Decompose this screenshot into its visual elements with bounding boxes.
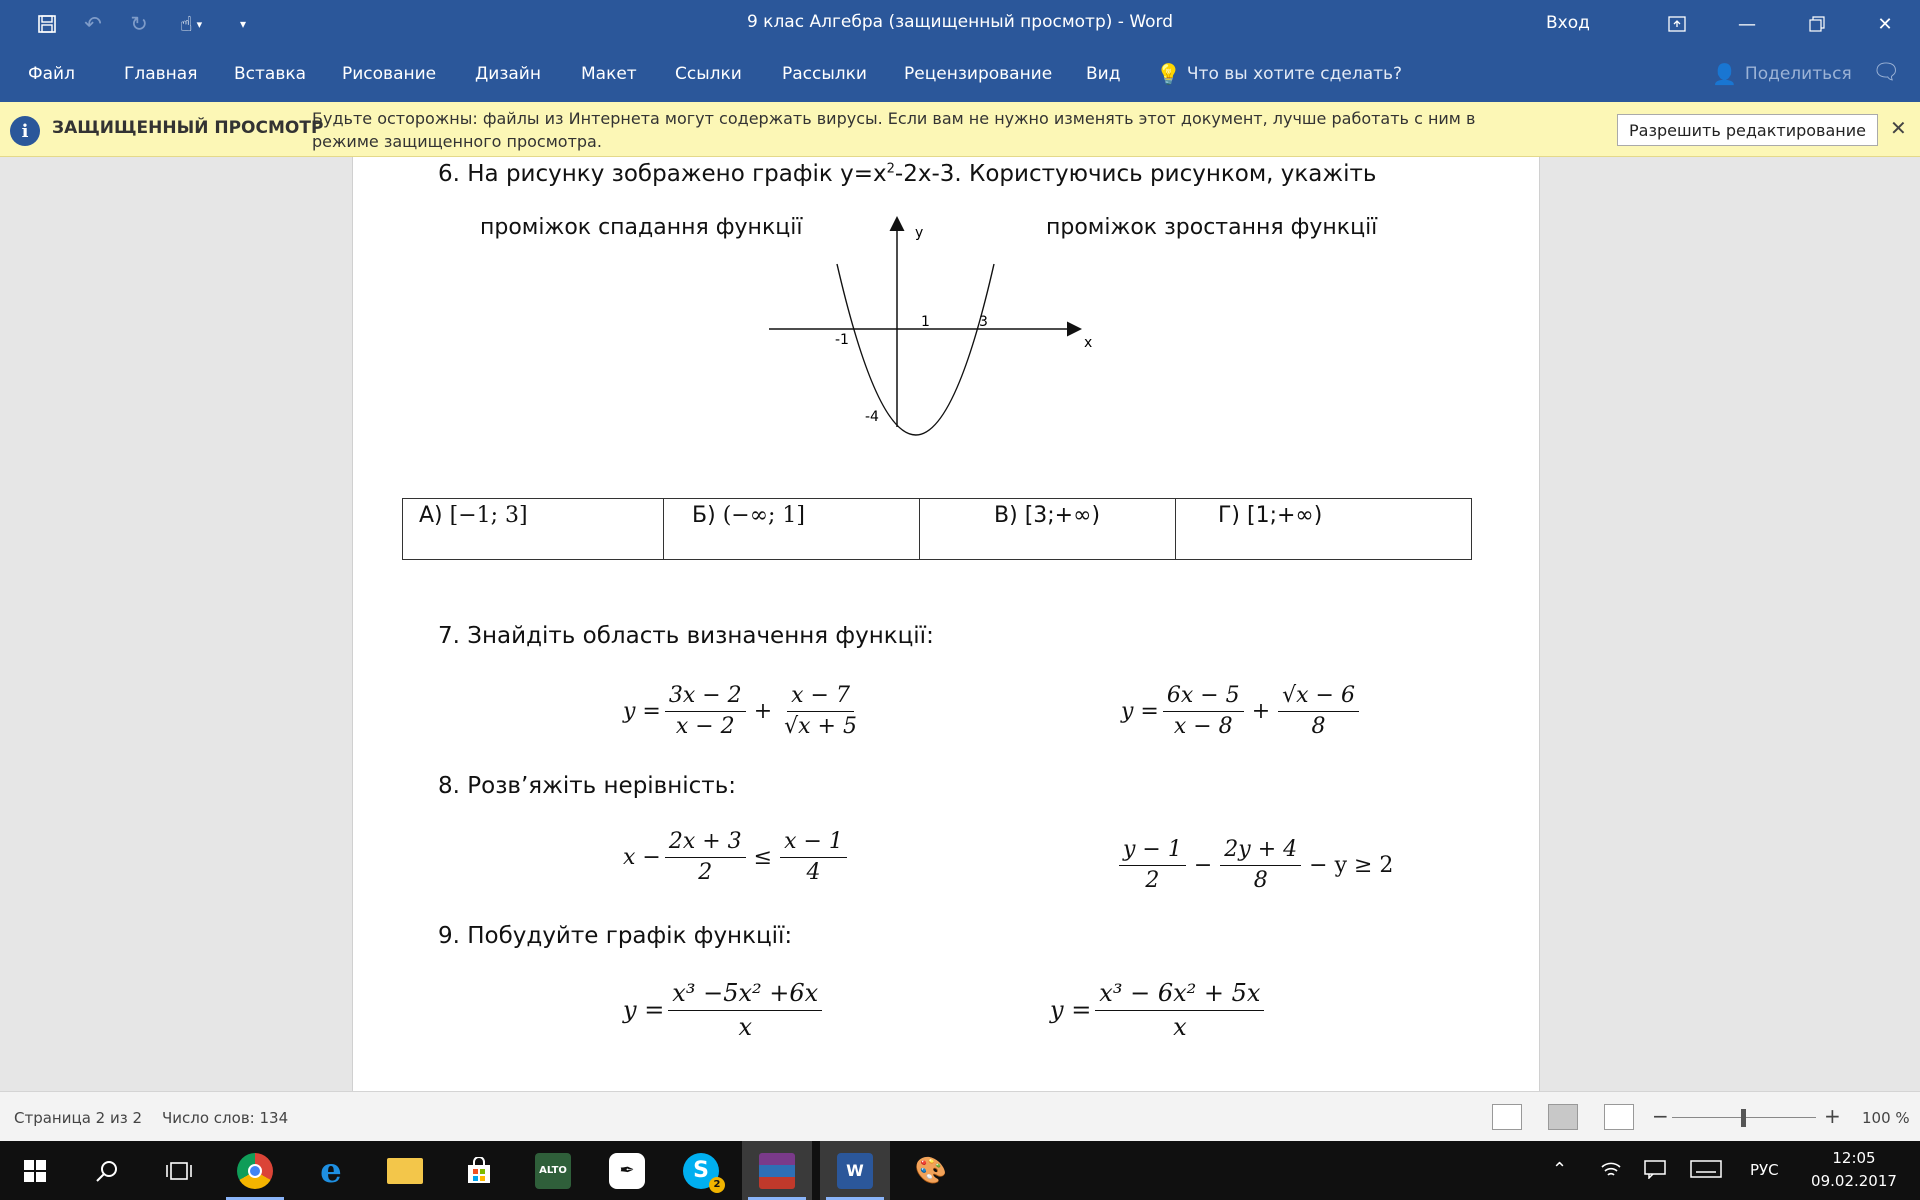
numerator: x − 1: [780, 829, 847, 858]
store-icon[interactable]: [444, 1141, 514, 1200]
word-count[interactable]: Число слов: 134: [162, 1109, 289, 1127]
tab-insert[interactable]: Вставка: [234, 64, 307, 84]
operator: +: [753, 698, 773, 724]
tell-me-search[interactable]: [1156, 62, 1402, 86]
operator: ≤: [753, 844, 773, 870]
tick-1: 1: [921, 314, 930, 330]
y-axis-label: y: [915, 225, 924, 241]
denominator: x − 2: [675, 714, 735, 739]
protected-view-title: ЗАЩИЩЕННЫЙ ПРОСМОТР: [52, 118, 324, 138]
operator: +: [1251, 698, 1271, 724]
fraction: [1220, 837, 1301, 893]
pen-app-icon[interactable]: ✒: [592, 1141, 662, 1200]
fraction: [780, 829, 847, 885]
numerator: 3x − 2: [665, 683, 746, 712]
fraction: [1278, 683, 1359, 739]
status-bar: [0, 1091, 1920, 1141]
formula-8b: [1115, 837, 1397, 893]
fraction: [665, 829, 746, 885]
protected-view-bar: [0, 102, 1920, 157]
restore-icon[interactable]: [1782, 0, 1852, 48]
minimize-icon[interactable]: —: [1738, 13, 1756, 35]
tab-view[interactable]: Вид: [1086, 64, 1121, 84]
tab-draw[interactable]: Рисование: [342, 64, 437, 84]
numerator: x³ −5x² +6x: [668, 979, 822, 1011]
clock-time: 12:05: [1832, 1149, 1876, 1167]
windows-start-icon[interactable]: [0, 1141, 70, 1200]
fraction: [780, 683, 861, 739]
numerator: x − 7: [787, 683, 854, 712]
winrar-icon[interactable]: [742, 1141, 812, 1200]
caption-increasing: проміжок зростання функції: [1046, 215, 1378, 240]
option-b[interactable]: [664, 499, 920, 560]
search-icon[interactable]: [72, 1141, 142, 1200]
option-b-letter: Б): [692, 503, 716, 528]
formula-8a-lhs: x −: [623, 844, 661, 870]
comment-icon[interactable]: 🗨: [1872, 60, 1900, 85]
close-icon[interactable]: ✕: [1877, 13, 1893, 35]
formula-9a-lhs: y =: [623, 996, 665, 1024]
clock-date: 09.02.2017: [1811, 1172, 1897, 1190]
document-area[interactable]: [0, 157, 1920, 1091]
caption-decreasing: проміжок спадання функції: [480, 215, 803, 240]
denominator: x: [738, 1013, 752, 1041]
tick-minus-4: -4: [865, 409, 879, 425]
question-6: [438, 161, 1376, 187]
window-title: 9 клас Алгебра (защищенный просмотр) - Word: [746, 12, 1174, 32]
paint-icon[interactable]: 🎨: [914, 1155, 948, 1186]
parabola-graph: [759, 207, 1099, 457]
tab-references[interactable]: Ссылки: [675, 64, 742, 84]
clock[interactable]: [1792, 1147, 1916, 1193]
skype-icon[interactable]: S 2: [666, 1141, 736, 1200]
action-center-icon[interactable]: [1644, 1159, 1666, 1184]
numerator: y − 1: [1119, 837, 1186, 866]
denominator: x: [1173, 1013, 1187, 1041]
formula-7b-lhs: y =: [1121, 698, 1159, 724]
tab-file[interactable]: Файл: [28, 64, 75, 84]
undo-icon[interactable]: ↶: [84, 12, 102, 36]
formula-7a-lhs: y =: [623, 698, 661, 724]
denominator: √x + 5: [784, 714, 857, 739]
tab-design[interactable]: Дизайн: [475, 64, 541, 84]
numerator: 2x + 3: [665, 829, 746, 858]
task-view-icon[interactable]: [144, 1141, 214, 1200]
word-icon[interactable]: W: [820, 1141, 890, 1200]
ribbon-tabs: [0, 48, 1920, 102]
lightbulb-icon: 💡: [1156, 62, 1181, 86]
question-8: 8. Розв’яжіть нерівність:: [438, 773, 737, 799]
taskbar: [0, 1141, 1920, 1200]
web-layout-icon[interactable]: [1604, 1104, 1634, 1130]
shield-icon: i: [10, 116, 40, 146]
option-c-letter: В): [994, 503, 1018, 528]
tick-3: 3: [979, 314, 988, 330]
answer-options-table: [402, 498, 1472, 560]
close-icon[interactable]: ✕: [1890, 116, 1907, 140]
question-6-exponent: 2: [886, 161, 895, 177]
option-b-value: (−∞; 1]: [722, 503, 806, 528]
parabola-curve: [837, 264, 994, 435]
numerator: 2y + 4: [1220, 837, 1301, 866]
zoom-level[interactable]: 100 %: [1862, 1109, 1910, 1127]
fraction: [1163, 683, 1244, 739]
tell-me-label: Что вы хотите сделать?: [1186, 64, 1403, 84]
numerator: √x − 6: [1278, 683, 1359, 712]
chevron-up-icon[interactable]: ⌃: [1552, 1159, 1568, 1180]
option-a[interactable]: [403, 499, 664, 560]
chrome-icon[interactable]: [220, 1141, 290, 1200]
chevron-down-icon: ▾: [196, 17, 203, 31]
formula-9b-lhs: y =: [1050, 996, 1092, 1024]
share-button[interactable]: [1712, 62, 1852, 86]
option-c-value: [3;+∞): [1024, 503, 1101, 528]
ribbon-display-options-icon[interactable]: [1642, 0, 1712, 48]
formula-7a: [623, 683, 865, 739]
fraction: [1095, 979, 1264, 1041]
denominator: 8: [1253, 868, 1268, 893]
zoom-out-button[interactable]: −: [1652, 1104, 1669, 1128]
question-6-text: 6. На рисунку зображено графік y=x: [438, 161, 887, 187]
operator: −: [1193, 852, 1213, 878]
option-d-value: [1;+∞): [1247, 503, 1323, 528]
wifi-icon[interactable]: [1600, 1159, 1622, 1184]
x-axis-label: x: [1084, 335, 1093, 351]
person-icon: 👤: [1712, 62, 1737, 86]
title-bar: [0, 0, 1920, 48]
tick-minus-1: -1: [835, 332, 849, 348]
read-mode-icon[interactable]: [1492, 1104, 1522, 1130]
fraction: [665, 683, 746, 739]
protected-view-message: Будьте осторожны: файлы из Интернета могут содержать вирусы. Если вам не нужно изменять этот документ, лучше работать с ним в режиме защищенного просмотра.: [312, 109, 1476, 151]
option-d-letter: Г): [1218, 503, 1240, 528]
fraction: [668, 979, 822, 1041]
print-layout-icon[interactable]: [1548, 1104, 1578, 1130]
tab-mailings[interactable]: Рассылки: [782, 64, 867, 84]
zoom-slider-thumb[interactable]: [1741, 1109, 1746, 1127]
input-language[interactable]: РУС: [1750, 1161, 1779, 1179]
formula-9b: [1050, 979, 1268, 1041]
touch-mode-icon[interactable]: ☝ ▾: [179, 12, 203, 36]
zoom-in-button[interactable]: +: [1824, 1104, 1841, 1128]
share-label: Поделиться: [1744, 64, 1852, 84]
tab-layout[interactable]: Макет: [581, 64, 637, 84]
document-page[interactable]: [352, 157, 1540, 1091]
signin-link[interactable]: Вход: [1546, 13, 1590, 33]
denominator: 8: [1311, 714, 1326, 739]
denominator: x − 8: [1173, 714, 1233, 739]
edge-icon[interactable]: e: [320, 1150, 342, 1191]
fraction: [1119, 837, 1186, 893]
tab-home[interactable]: Главная: [124, 64, 198, 84]
question-9: 9. Побудуйте графік функції:: [438, 923, 793, 949]
formula-9a: [623, 979, 826, 1041]
redo-icon[interactable]: ↻: [130, 12, 148, 36]
page-count[interactable]: Страница 2 из 2: [14, 1109, 142, 1127]
keyboard-icon[interactable]: [1690, 1159, 1722, 1184]
numerator: 6x − 5: [1163, 683, 1244, 712]
tab-review[interactable]: Рецензирование: [904, 64, 1053, 84]
alto-game-icon[interactable]: ALTO: [518, 1141, 588, 1200]
formula-8b-tail: − y ≥ 2: [1309, 852, 1394, 878]
notification-badge: 2: [709, 1177, 725, 1193]
formula-7b: [1121, 683, 1363, 739]
question-7: 7. Знайдіть область визначення функції:: [438, 623, 934, 649]
option-a-value: [−1; 3]: [449, 503, 528, 528]
enable-editing-button[interactable]: Разрешить редактирование: [1617, 114, 1878, 146]
file-explorer-icon[interactable]: [370, 1141, 440, 1200]
option-c[interactable]: [920, 499, 1176, 560]
option-a-letter: А): [419, 503, 443, 528]
denominator: 2: [1145, 868, 1160, 893]
question-6-rest: -2x-3. Користуючись рисунком, укажіть: [894, 161, 1377, 187]
denominator: 2: [698, 860, 713, 885]
denominator: 4: [806, 860, 821, 885]
option-d[interactable]: [1176, 499, 1472, 560]
formula-8a: [623, 829, 851, 885]
customize-qat-icon[interactable]: ▾: [239, 17, 247, 31]
numerator: x³ − 6x² + 5x: [1095, 979, 1264, 1011]
